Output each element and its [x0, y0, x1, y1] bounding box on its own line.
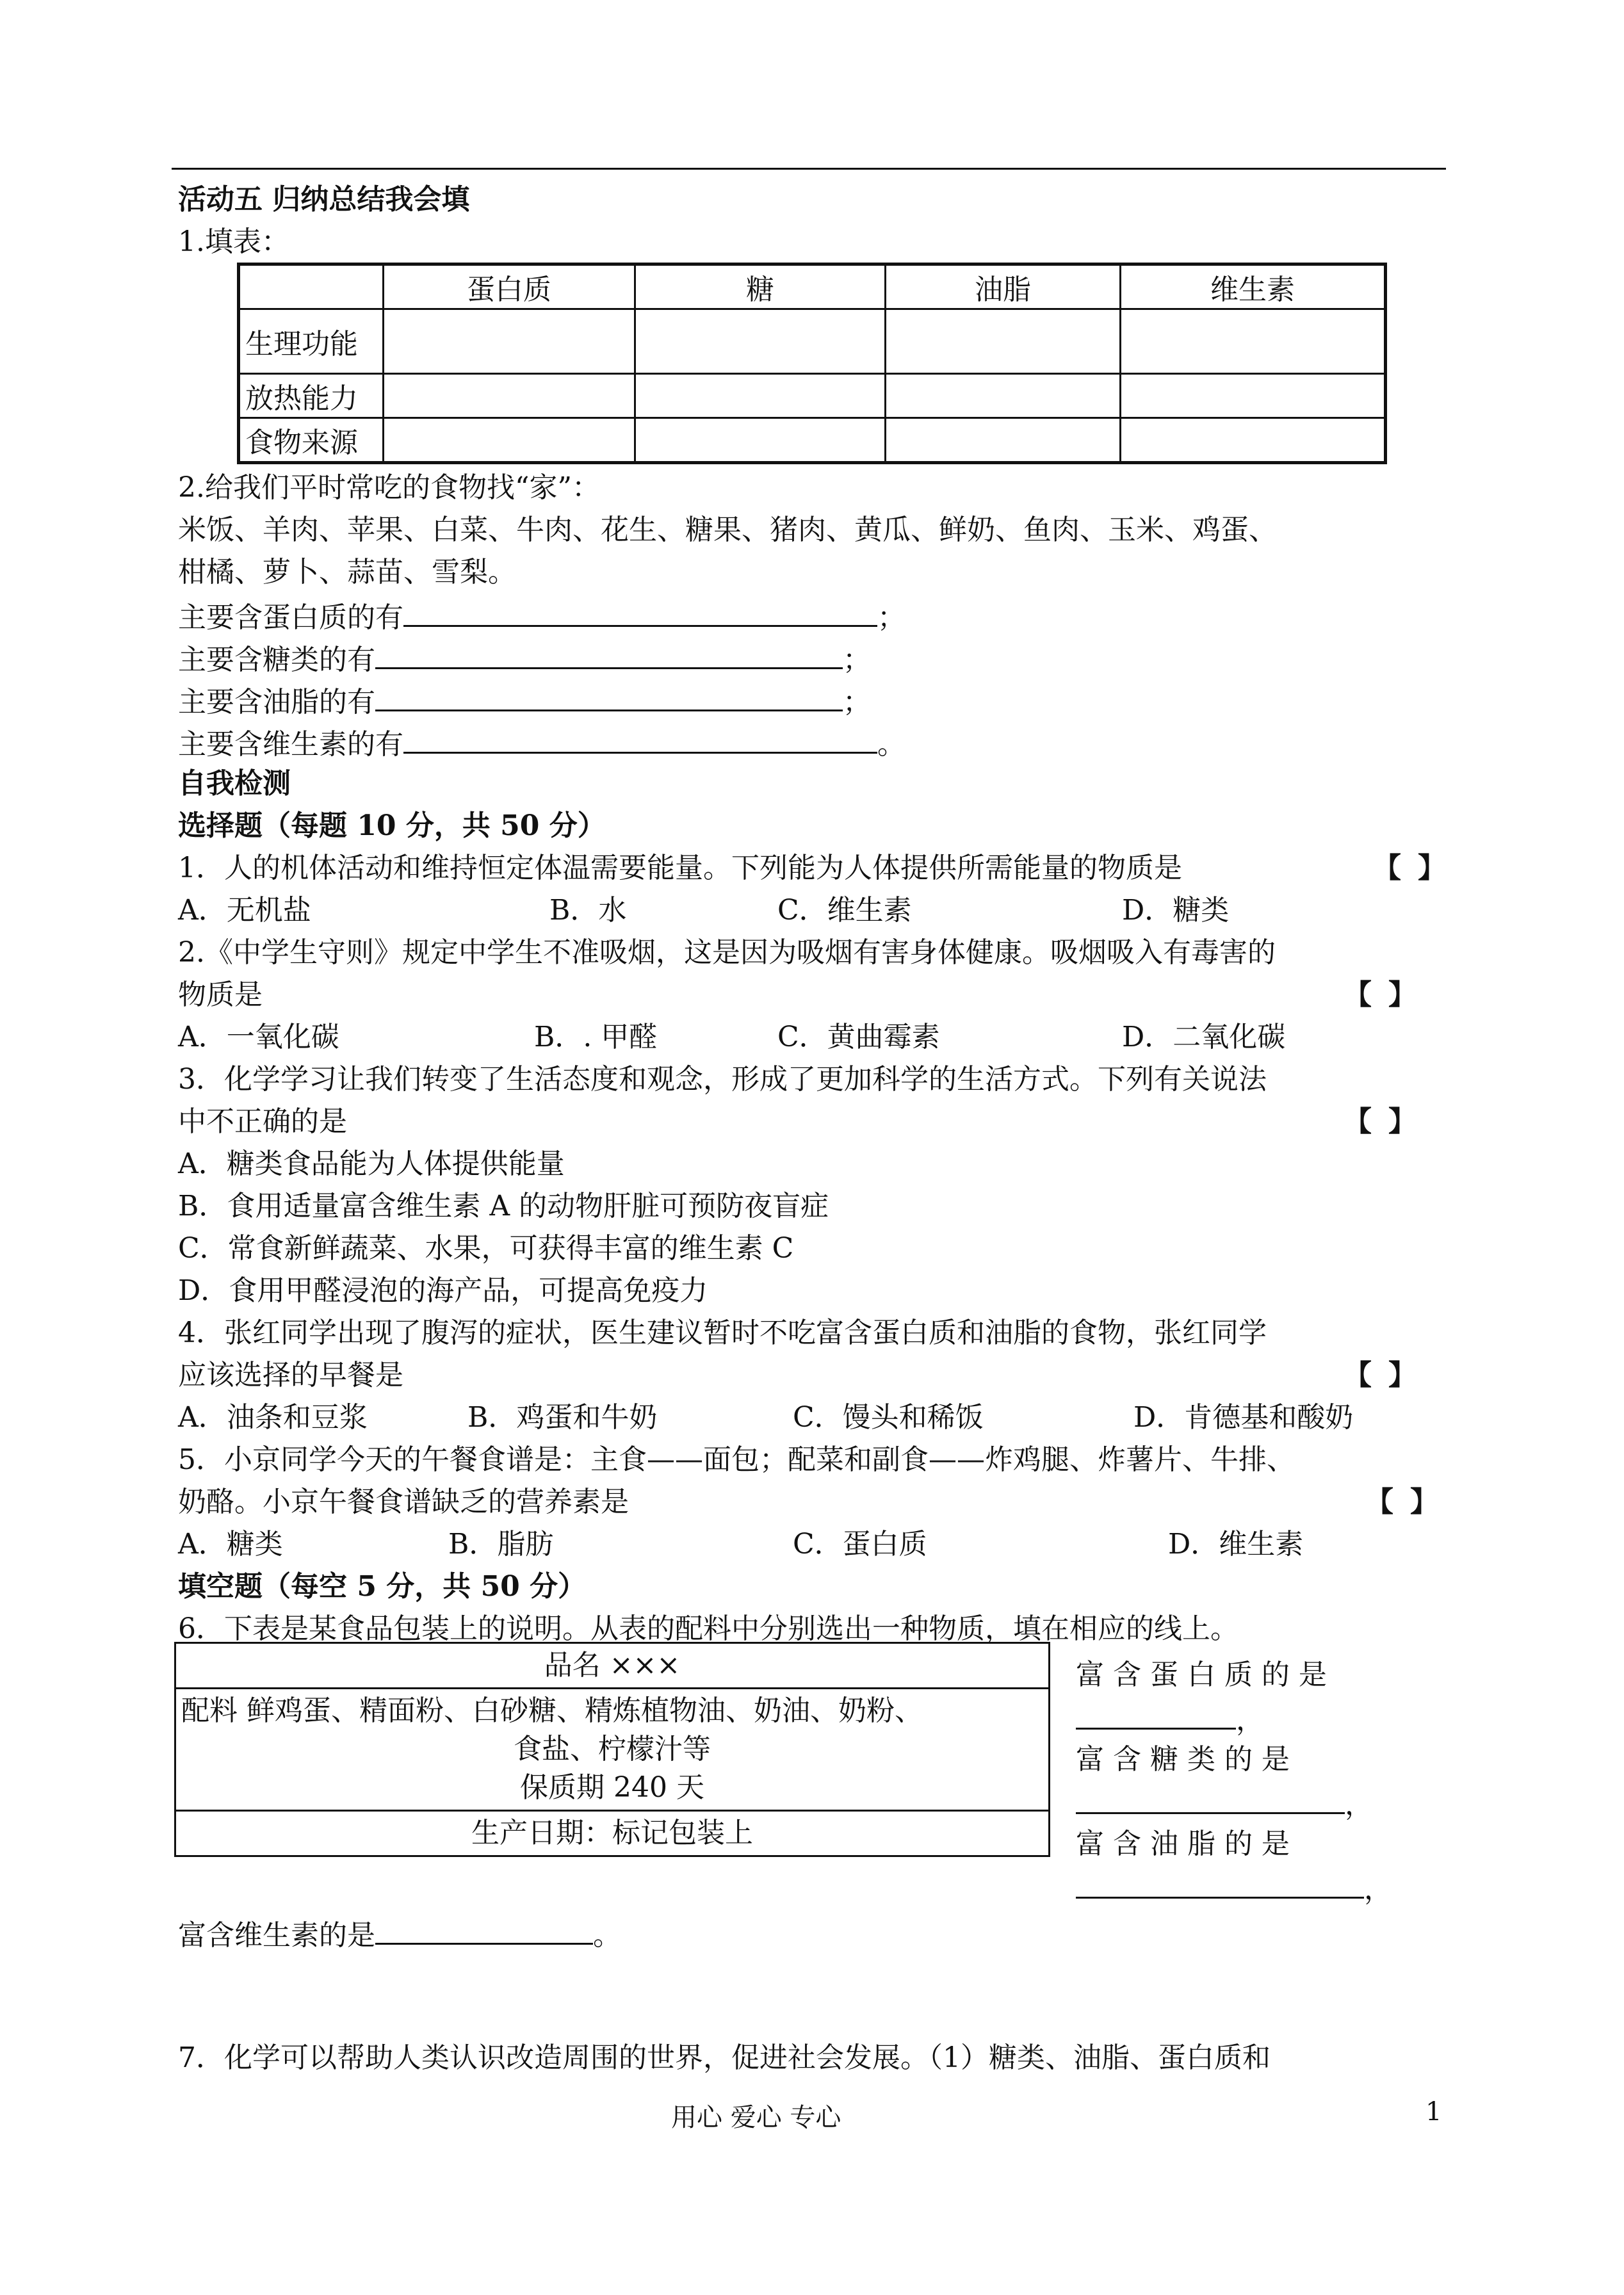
q6-vitamin-prompt: 富含维生素的是 — [178, 1919, 375, 1952]
q7-stem: 7．化学可以帮助人类认识改造周围的世界，促进社会发展。（1）糖类、油脂、蛋白质和 — [178, 2041, 1271, 2074]
table-row — [239, 418, 1386, 463]
q1-option-a[interactable]: A．无机盐 — [178, 894, 311, 927]
table-cell[interactable] — [886, 374, 1121, 418]
table-cell[interactable] — [635, 309, 886, 374]
q6-sugar-prompt: 富 含 糖 类 的 是 — [1076, 1743, 1290, 1776]
q6-vitamin-blank[interactable] — [375, 1915, 593, 1945]
q6-protein-blank-row: ， — [1076, 1699, 1264, 1739]
table-cell[interactable] — [886, 309, 1121, 374]
q5-option-a[interactable]: A．糖类 — [178, 1528, 283, 1561]
fill-protein-label: 主要含蛋白质的有 — [178, 601, 403, 634]
table-cell[interactable] — [384, 309, 635, 374]
q4-option-c[interactable]: C．馒头和稀饭 — [793, 1401, 984, 1434]
fill-vitamin-blank[interactable] — [403, 724, 877, 754]
q5-stem-1: 5．小京同学今天的午餐食谱是：主食——面包；配菜和副食——炸鸡腿、炸薯片、牛排、 — [178, 1443, 1295, 1476]
row-header-heat: 放热能力 — [239, 374, 384, 418]
q2-title: 2.给我们平时常吃的食物找“家”： — [178, 471, 600, 504]
fill-sugar-label: 主要含糖类的有 — [178, 644, 375, 676]
q3-answer-bracket[interactable]: 【 】 — [1344, 1105, 1417, 1138]
fill-sugar-row — [178, 639, 871, 678]
fill-protein-blank[interactable] — [403, 597, 877, 627]
table-header-row — [239, 264, 1386, 309]
q6-fat-prompt: 富 含 油 脂 的 是 — [1076, 1828, 1290, 1860]
q6-fat-blank[interactable] — [1076, 1869, 1364, 1899]
q1-option-c[interactable]: C．维生素 — [777, 894, 912, 927]
q2-option-b[interactable]: B．. 甲醛 — [534, 1021, 658, 1053]
q1-option-b[interactable]: B．水 — [549, 894, 627, 927]
q6-sugar-blank[interactable] — [1076, 1784, 1345, 1814]
q6-vitamin-row: 富含维生素的是 。 — [178, 1915, 621, 1954]
table-cell[interactable] — [635, 418, 886, 463]
q2-foods-line2: 柑橘、萝卜、蒜苗、雪梨。 — [178, 556, 516, 588]
q2-foods-line1: 米饭、羊肉、苹果、白菜、牛肉、花生、糖果、猪肉、黄瓜、鲜奶、鱼肉、玉米、鸡蛋、 — [178, 514, 1277, 546]
food-label-table — [174, 1642, 1050, 1857]
table-corner — [239, 264, 384, 309]
nutrient-table — [237, 263, 1387, 464]
fill-vitamin-end: 。 — [877, 728, 905, 761]
table-row — [239, 309, 1386, 374]
q6-protein-prompt: 富 含 蛋 白 质 的 是 — [1076, 1658, 1327, 1691]
q2-option-c[interactable]: C．黄曲霉素 — [777, 1021, 940, 1053]
self-test-title: 自我检测 — [178, 767, 291, 800]
fill-sugar-blank[interactable] — [375, 639, 843, 669]
table-cell[interactable] — [384, 418, 635, 463]
table-cell[interactable] — [384, 374, 635, 418]
q5-option-d[interactable]: D．维生素 — [1168, 1528, 1304, 1561]
label-shelf-life: 保质期 240 天 — [520, 1771, 704, 1804]
activity-title: 活动五 归纳总结我会填 — [178, 183, 470, 216]
q3-option-c[interactable]: C．常食新鲜蔬菜、水果，可获得丰富的维生素 C — [178, 1232, 794, 1265]
q2-stem-1: 2.《中学生守则》规定中学生不准吸烟，这是因为吸烟有害身体健康。吸烟吸入有毒害的 — [178, 936, 1276, 969]
fill-fat-end: ； — [843, 686, 871, 718]
fill-section-title: 填空题（每空 5 分，共 50 分） — [178, 1570, 587, 1603]
q1-stem: 1．人的机体活动和维持恒定体温需要能量。下列能为人体提供所需能量的物质是 — [178, 852, 1182, 884]
q4-answer-bracket[interactable]: 【 】 — [1344, 1359, 1417, 1391]
q2-option-d[interactable]: D．二氧化碳 — [1122, 1021, 1286, 1053]
table-cell[interactable] — [886, 418, 1121, 463]
q4-option-a[interactable]: A．油条和豆浆 — [178, 1401, 368, 1434]
header-protein: 蛋白质 — [384, 264, 635, 309]
q2-stem-2: 物质是 — [178, 978, 263, 1011]
q4-option-d[interactable]: D．肯德基和酸奶 — [1133, 1401, 1354, 1434]
q2-answer-bracket[interactable]: 【 】 — [1344, 978, 1417, 1011]
q6-fat-blank-row: ， — [1076, 1869, 1392, 1908]
table-row — [175, 1811, 1050, 1856]
q6-stem: 6．下表是某食品包装上的说明。从表的配料中分别选出一种物质，填在相应的线上。 — [178, 1612, 1238, 1645]
q2-option-a[interactable]: A．一氧化碳 — [178, 1021, 339, 1053]
q3-option-d[interactable]: D．食用甲醛浸泡的海产品，可提高免疫力 — [178, 1274, 708, 1307]
fill-vitamin-row — [178, 724, 905, 763]
q3-stem-2: 中不正确的是 — [178, 1105, 347, 1138]
label-product-name: 品名 ××× — [175, 1643, 1050, 1689]
q3-stem-1: 3．化学学习让我们转变了生活态度和观念，形成了更加科学的生活方式。下列有关说法 — [178, 1063, 1267, 1096]
fill-protein-end: ； — [877, 601, 905, 634]
fill-fat-blank[interactable] — [375, 681, 843, 711]
row-header-source: 食物来源 — [239, 418, 384, 463]
table-row — [175, 1689, 1050, 1811]
fill-fat-row — [178, 681, 871, 720]
header-fat: 油脂 — [886, 264, 1121, 309]
q1-title: 1.填表： — [178, 225, 289, 258]
label-ingredients — [175, 1689, 1050, 1811]
fill-sugar-end: ； — [843, 644, 871, 676]
choice-section-title: 选择题（每题 10 分，共 50 分） — [178, 809, 606, 842]
fill-protein-row — [178, 597, 905, 636]
q5-stem-2: 奶酪。小京午餐食谱缺乏的营养素是 — [178, 1486, 629, 1518]
q1-answer-bracket[interactable]: 【 】 — [1373, 852, 1446, 884]
table-row — [175, 1643, 1050, 1689]
table-row — [239, 374, 1386, 418]
q4-option-b[interactable]: B．鸡蛋和牛奶 — [467, 1401, 658, 1434]
table-cell[interactable] — [635, 374, 886, 418]
q4-stem-1: 4．张红同学出现了腹泻的症状，医生建议暂时不吃富含蛋白质和油脂的食物，张红同学 — [178, 1317, 1267, 1349]
header-vitamin: 维生素 — [1121, 264, 1386, 309]
row-header-function: 生理功能 — [239, 309, 384, 374]
q3-option-b[interactable]: B．食用适量富含维生素 A 的动物肝脏可预防夜盲症 — [178, 1190, 829, 1222]
q4-stem-2: 应该选择的早餐是 — [178, 1359, 403, 1391]
q5-option-b[interactable]: B．脂肪 — [448, 1528, 554, 1561]
label-ingredients-line1: 配料 鲜鸡蛋、精面粉、白砂糖、精炼植物油、奶油、奶粉、 — [181, 1694, 923, 1727]
q1-option-d[interactable]: D．糖类 — [1122, 894, 1230, 927]
q5-option-c[interactable]: C．蛋白质 — [793, 1528, 927, 1561]
q5-answer-bracket[interactable]: 【 】 — [1365, 1486, 1438, 1518]
table-cell[interactable] — [1121, 374, 1386, 418]
table-cell[interactable] — [1121, 309, 1386, 374]
fill-fat-label: 主要含油脂的有 — [178, 686, 375, 718]
table-cell[interactable] — [1121, 418, 1386, 463]
q6-protein-blank[interactable] — [1076, 1699, 1236, 1730]
label-ingredients-line2: 食盐、柠檬汁等 — [514, 1733, 711, 1765]
header-sugar: 糖 — [635, 264, 886, 309]
q6-sugar-blank-row: ， — [1076, 1784, 1373, 1823]
label-production-date: 生产日期：标记包装上 — [175, 1811, 1050, 1856]
header-rule — [172, 168, 1446, 170]
fill-vitamin-label: 主要含维生素的有 — [178, 728, 403, 761]
footer-motto: 用心 爱心 专心 — [671, 2103, 841, 2132]
q3-option-a[interactable]: A．糖类食品能为人体提供能量 — [178, 1148, 565, 1180]
page-number: 1 — [1425, 2097, 1442, 2127]
